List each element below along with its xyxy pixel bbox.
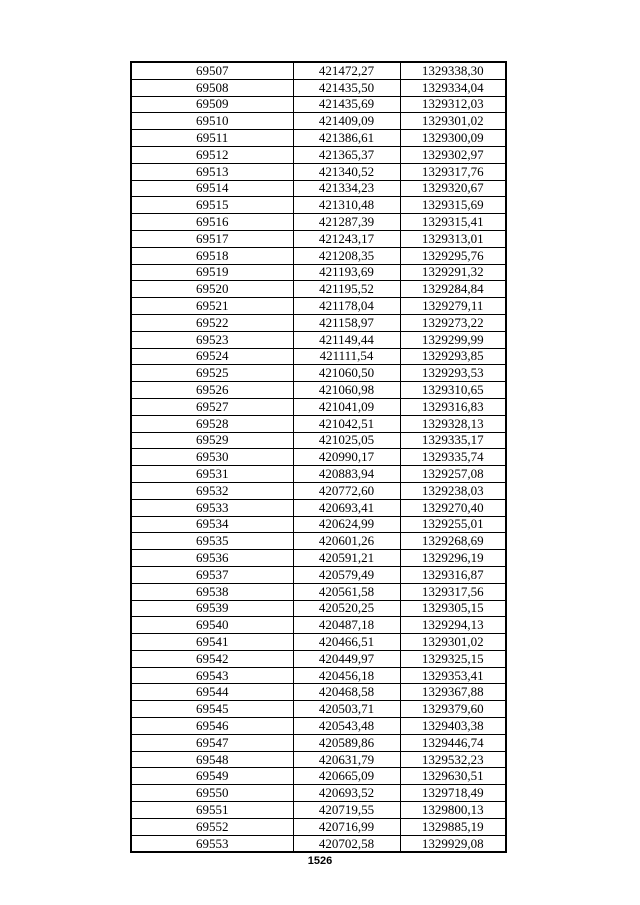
x-coordinate-cell: 421111,54 [293,348,400,365]
table-row [131,130,506,147]
table-row [131,550,506,567]
table-row [131,314,506,331]
x-coordinate-cell: 420520,25 [293,600,400,617]
y-coordinate-cell: 1329284,84 [400,281,506,298]
x-coordinate-cell: 421149,44 [293,331,400,348]
table-row [131,398,506,415]
x-coordinate-cell: 421060,50 [293,365,400,382]
table-row [131,264,506,281]
point-number-cell: 69535 [131,533,293,550]
x-coordinate-cell: 420990,17 [293,449,400,466]
y-coordinate-cell: 1329255,01 [400,516,506,533]
y-coordinate-cell: 1329320,67 [400,180,506,197]
point-number-cell: 69521 [131,298,293,315]
x-coordinate-cell: 421365,37 [293,146,400,163]
point-number-cell: 69544 [131,684,293,701]
x-coordinate-cell: 421243,17 [293,230,400,247]
point-number-cell: 69548 [131,751,293,768]
x-coordinate-cell: 420561,58 [293,583,400,600]
y-coordinate-cell: 1329317,76 [400,163,506,180]
point-number-cell: 69534 [131,516,293,533]
x-coordinate-cell: 421340,52 [293,163,400,180]
table-row [131,113,506,130]
y-coordinate-cell: 1329335,17 [400,432,506,449]
table-row [131,197,506,214]
table-row [131,449,506,466]
table-row [131,432,506,449]
table-row [131,650,506,667]
y-coordinate-cell: 1329316,87 [400,566,506,583]
x-coordinate-cell: 420591,21 [293,550,400,567]
table-row [131,751,506,768]
point-number-cell: 69512 [131,146,293,163]
x-coordinate-cell: 421195,52 [293,281,400,298]
x-coordinate-cell: 421060,98 [293,382,400,399]
point-number-cell: 69507 [131,62,293,79]
point-number-cell: 69540 [131,617,293,634]
x-coordinate-cell: 421472,27 [293,62,400,79]
point-number-cell: 69528 [131,415,293,432]
table-row [131,365,506,382]
point-number-cell: 69552 [131,818,293,835]
point-number-cell: 69509 [131,96,293,113]
table-row [131,348,506,365]
point-number-cell: 69517 [131,230,293,247]
table-row [131,667,506,684]
point-number-cell: 69529 [131,432,293,449]
x-coordinate-cell: 421178,04 [293,298,400,315]
table-row [131,684,506,701]
coordinates-table [130,61,507,853]
y-coordinate-cell: 1329334,04 [400,79,506,96]
y-coordinate-cell: 1329338,30 [400,62,506,79]
y-coordinate-cell: 1329403,38 [400,718,506,735]
x-coordinate-cell: 420693,52 [293,785,400,802]
y-coordinate-cell: 1329293,53 [400,365,506,382]
y-coordinate-cell: 1329446,74 [400,734,506,751]
y-coordinate-cell: 1329296,19 [400,550,506,567]
y-coordinate-cell: 1329273,22 [400,314,506,331]
point-number-cell: 69516 [131,214,293,231]
point-number-cell: 69511 [131,130,293,147]
table-row [131,600,506,617]
x-coordinate-cell: 420589,86 [293,734,400,751]
table-row [131,230,506,247]
point-number-cell: 69543 [131,667,293,684]
y-coordinate-cell: 1329630,51 [400,768,506,785]
point-number-cell: 69526 [131,382,293,399]
y-coordinate-cell: 1329328,13 [400,415,506,432]
x-coordinate-cell: 421041,09 [293,398,400,415]
x-coordinate-cell: 420579,49 [293,566,400,583]
point-number-cell: 69537 [131,566,293,583]
table-row [131,634,506,651]
y-coordinate-cell: 1329301,02 [400,634,506,651]
point-number-cell: 69532 [131,482,293,499]
table-row [131,499,506,516]
point-number-cell: 69546 [131,718,293,735]
point-number-cell: 69547 [131,734,293,751]
point-number-cell: 69553 [131,835,293,852]
table-row [131,382,506,399]
point-number-cell: 69520 [131,281,293,298]
point-number-cell: 69525 [131,365,293,382]
point-number-cell: 69514 [131,180,293,197]
table-row [131,516,506,533]
table-row [131,785,506,802]
y-coordinate-cell: 1329238,03 [400,482,506,499]
table-row [131,566,506,583]
point-number-cell: 69545 [131,701,293,718]
x-coordinate-cell: 421334,23 [293,180,400,197]
table-row [131,62,506,79]
table-row [131,298,506,315]
x-coordinate-cell: 421042,51 [293,415,400,432]
x-coordinate-cell: 420487,18 [293,617,400,634]
point-number-cell: 69539 [131,600,293,617]
y-coordinate-cell: 1329315,41 [400,214,506,231]
table-row [131,466,506,483]
point-number-cell: 69522 [131,314,293,331]
x-coordinate-cell: 421208,35 [293,247,400,264]
y-coordinate-cell: 1329301,02 [400,113,506,130]
y-coordinate-cell: 1329300,09 [400,130,506,147]
page-number: 1526 [307,855,333,867]
y-coordinate-cell: 1329310,65 [400,382,506,399]
coordinates-table-body [131,62,506,852]
point-number-cell: 69524 [131,348,293,365]
x-coordinate-cell: 420631,79 [293,751,400,768]
x-coordinate-cell: 420503,71 [293,701,400,718]
x-coordinate-cell: 421435,69 [293,96,400,113]
y-coordinate-cell: 1329299,99 [400,331,506,348]
y-coordinate-cell: 1329379,60 [400,701,506,718]
point-number-cell: 69508 [131,79,293,96]
point-number-cell: 69549 [131,768,293,785]
table-row [131,533,506,550]
x-coordinate-cell: 421025,05 [293,432,400,449]
point-number-cell: 69531 [131,466,293,483]
y-coordinate-cell: 1329335,74 [400,449,506,466]
y-coordinate-cell: 1329257,08 [400,466,506,483]
y-coordinate-cell: 1329325,15 [400,650,506,667]
x-coordinate-cell: 421287,39 [293,214,400,231]
y-coordinate-cell: 1329294,13 [400,617,506,634]
point-number-cell: 69538 [131,583,293,600]
x-coordinate-cell: 421310,48 [293,197,400,214]
point-number-cell: 69515 [131,197,293,214]
table-row [131,331,506,348]
x-coordinate-cell: 420665,09 [293,768,400,785]
table-row [131,482,506,499]
table-row [131,802,506,819]
point-number-cell: 69530 [131,449,293,466]
table-row [131,247,506,264]
y-coordinate-cell: 1329316,83 [400,398,506,415]
x-coordinate-cell: 420456,18 [293,667,400,684]
point-number-cell: 69518 [131,247,293,264]
x-coordinate-cell: 420716,99 [293,818,400,835]
table-row [131,734,506,751]
x-coordinate-cell: 421435,50 [293,79,400,96]
table-row [131,281,506,298]
y-coordinate-cell: 1329312,03 [400,96,506,113]
y-coordinate-cell: 1329800,13 [400,802,506,819]
table-row [131,146,506,163]
table-row [131,835,506,852]
table-row [131,617,506,634]
y-coordinate-cell: 1329929,08 [400,835,506,852]
x-coordinate-cell: 421386,61 [293,130,400,147]
x-coordinate-cell: 421409,09 [293,113,400,130]
x-coordinate-cell: 421193,69 [293,264,400,281]
y-coordinate-cell: 1329279,11 [400,298,506,315]
x-coordinate-cell: 420702,58 [293,835,400,852]
y-coordinate-cell: 1329315,69 [400,197,506,214]
table-row [131,701,506,718]
y-coordinate-cell: 1329305,15 [400,600,506,617]
table-row [131,79,506,96]
y-coordinate-cell: 1329718,49 [400,785,506,802]
x-coordinate-cell: 420543,48 [293,718,400,735]
point-number-cell: 69523 [131,331,293,348]
x-coordinate-cell: 420449,97 [293,650,400,667]
table-row [131,180,506,197]
x-coordinate-cell: 420466,51 [293,634,400,651]
point-number-cell: 69536 [131,550,293,567]
table-row [131,214,506,231]
table-row [131,583,506,600]
point-number-cell: 69513 [131,163,293,180]
table-row [131,718,506,735]
y-coordinate-cell: 1329367,88 [400,684,506,701]
y-coordinate-cell: 1329302,97 [400,146,506,163]
x-coordinate-cell: 420883,94 [293,466,400,483]
y-coordinate-cell: 1329532,23 [400,751,506,768]
y-coordinate-cell: 1329293,85 [400,348,506,365]
y-coordinate-cell: 1329291,32 [400,264,506,281]
point-number-cell: 69519 [131,264,293,281]
table-row [131,163,506,180]
point-number-cell: 69510 [131,113,293,130]
y-coordinate-cell: 1329270,40 [400,499,506,516]
y-coordinate-cell: 1329268,69 [400,533,506,550]
y-coordinate-cell: 1329317,56 [400,583,506,600]
x-coordinate-cell: 420468,58 [293,684,400,701]
table-row [131,818,506,835]
table-row [131,415,506,432]
x-coordinate-cell: 420693,41 [293,499,400,516]
y-coordinate-cell: 1329353,41 [400,667,506,684]
point-number-cell: 69550 [131,785,293,802]
x-coordinate-cell: 420719,55 [293,802,400,819]
table-row [131,768,506,785]
x-coordinate-cell: 421158,97 [293,314,400,331]
point-number-cell: 69541 [131,634,293,651]
point-number-cell: 69551 [131,802,293,819]
x-coordinate-cell: 420601,26 [293,533,400,550]
point-number-cell: 69533 [131,499,293,516]
y-coordinate-cell: 1329885,19 [400,818,506,835]
y-coordinate-cell: 1329295,76 [400,247,506,264]
y-coordinate-cell: 1329313,01 [400,230,506,247]
x-coordinate-cell: 420624,99 [293,516,400,533]
table-row [131,96,506,113]
point-number-cell: 69542 [131,650,293,667]
x-coordinate-cell: 420772,60 [293,482,400,499]
point-number-cell: 69527 [131,398,293,415]
